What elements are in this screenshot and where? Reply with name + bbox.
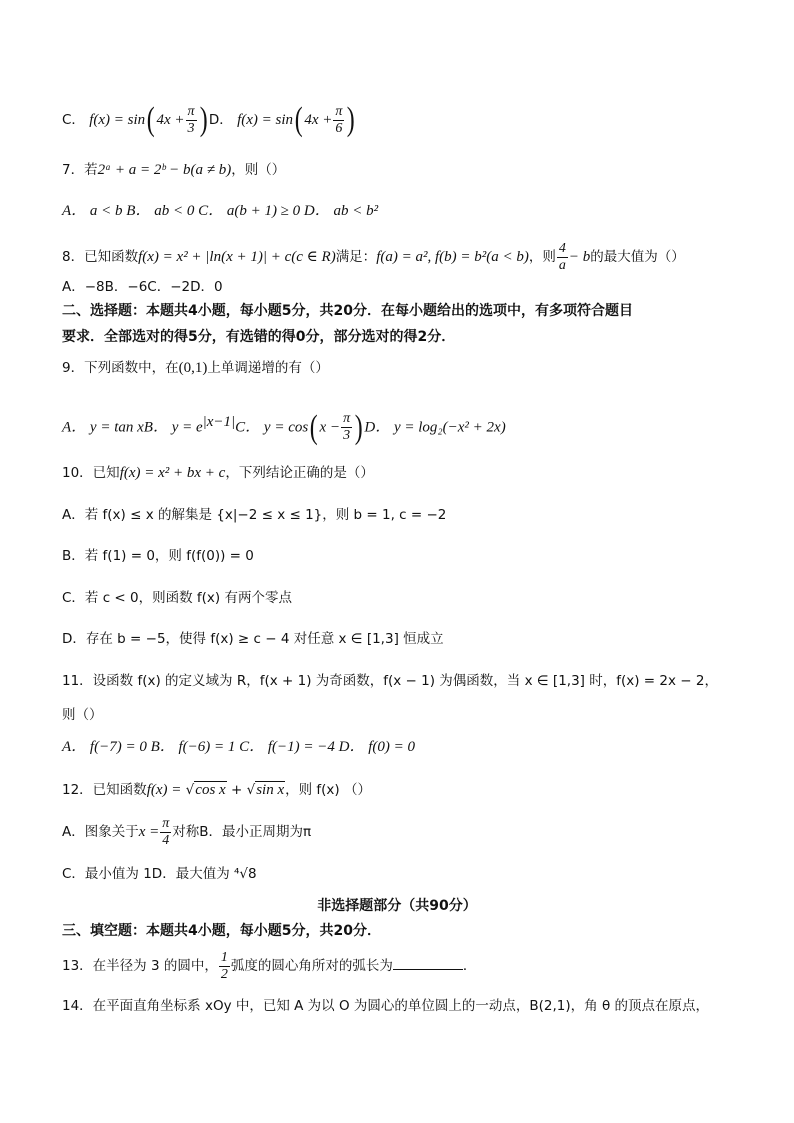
q9-option-d: D． y = log₂(−x² + 2x)	[364, 419, 506, 436]
q12-stem: 12．已知函数f(x) = √cos x + √sin x，则 f(x) （）	[62, 782, 371, 798]
q10-stem: 10．已知f(x) = x² + bx + c，下列结论正确的是（）	[62, 465, 374, 481]
q10-option-b: B．若 f(1) = 0，则 f(f(0)) = 0	[62, 548, 254, 564]
q10-option-a: A．若 f(x) ≤ x 的解集是 {x|−2 ≤ x ≤ 1}，则 b = 1, c = −2	[62, 507, 447, 523]
q11-stem-line2: 则（）	[62, 707, 103, 723]
section2-heading-line2: 要求．全部选对的得5分，有选错的得0分，部分选对的得2分．	[62, 329, 456, 345]
part2-title: 非选择题部分（共90分）	[317, 898, 477, 914]
q7-options	[62, 201, 754, 221]
q8-stem: 8．已知函数f(x) = x² + |ln(x + 1)| + c(c ∈ R)满足：f(a) = a², f(b) = b²(a < b)，则 $\frac{4}{a}$ − b的最大值为（）	[62, 240, 685, 273]
q13-answer-blank[interactable]	[393, 955, 463, 970]
q9-options: A． y = tan xB． $y = e^{|x-1|}C$． y = cos( x − $\frac{\pi}{3}$ ) D． y = log₂(−x² + 2x)	[62, 408, 506, 446]
q6-option-d-inner: 4x +	[304, 112, 333, 128]
q6-option-c-fraction: $\frac{\pi}{3}$	[187, 103, 195, 136]
section3-heading: 三、填空题：本题共4小题，每小题5分，共20分．	[62, 923, 381, 939]
q7-options-text: A． a < b B． ab < 0 C． a(b + 1) ≥ 0 D． ab < b²	[62, 203, 379, 219]
q8-options: A．−8B．−6C．−2D．0	[62, 279, 223, 295]
q7-expr: 2ᵃ + a = 2ᵇ − b(a ≠ b)	[97, 162, 232, 178]
q6-option-d-label: D．	[208, 112, 233, 128]
q6-option-c-inner: 4x +	[156, 112, 185, 128]
q9-option-b: B． y = e	[143, 419, 203, 436]
q6-option-c-label: C．	[62, 112, 85, 128]
q12-options-cd: C．最小值为 1D．最大值为 ⁴√8	[62, 866, 257, 882]
q12-options-ab: A．图象关于x = $\frac{\pi}{4}$ 对称B．最小正周期为π	[62, 815, 312, 848]
q8-fraction: $\frac{4}{a}$	[558, 240, 566, 273]
q12-sqrt-sin: sin x	[256, 782, 285, 798]
q11-options: A． f(−7) = 0 B． f(−6) = 1 C． f(−1) = −4 D． f(0) = 0	[62, 739, 416, 755]
q6-option-d-fraction: $\frac{\pi}{6}$	[335, 103, 343, 136]
q10-option-d: D．存在 b = −5，使得 f(x) ≥ c − 4 对任意 x ∈ [1,3] 恒成立	[62, 631, 444, 647]
q6-options-cd: C． f(x) = sin( 4x + $\frac{\pi}{3}$ ) D． f(x) = sin( 4x + $\frac{\pi}{6}$ )	[62, 101, 356, 138]
q6-option-d-expr: f(x) = sin	[237, 112, 294, 128]
q12-sqrt-cos: cos x	[195, 782, 226, 798]
q11-stem-line1: 11．设函数 f(x) 的定义域为 R，f(x + 1) 为奇函数，f(x − 1) 为偶函数，当 x ∈ [1,3] 时，f(x) = 2x − 2，	[62, 673, 718, 689]
q7-stem: 7．若2ᵃ + a = 2ᵇ − b(a ≠ b)，则（）	[62, 162, 286, 178]
q10-option-c: C．若 c < 0，则函数 f(x) 有两个零点	[62, 590, 292, 606]
q14-stem: 14．在平面直角坐标系 xOy 中，已知 A 为以 O 为圆心的单位圆上的一动点，B(2,1)，角 θ 的顶点在原点，	[62, 998, 709, 1014]
q8-condition-expr: f(a) = a², f(b) = b²(a < b)	[376, 249, 529, 265]
q8-function-expr: f(x) = x² + |ln(x + 1)| + c(c ∈ R)	[138, 249, 336, 265]
q9-option-a: A． y = tan x	[62, 419, 144, 436]
section2-heading-line1: 二、选择题：本题共4小题，每小题5分，共20分．在每小题给出的选项中，有多项符合题目	[62, 303, 633, 319]
q9-option-c: C． y = cos	[235, 419, 309, 436]
q6-option-c-expr: f(x) = sin	[89, 112, 146, 128]
q9-stem: 9．下列函数中，在(0,1)上单调递增的有（）	[62, 360, 329, 376]
q13-stem: 13．在半径为 3 的圆中， $\frac{1}{2}$ 弧度的圆心角所对的弧长为 ．	[62, 949, 477, 982]
